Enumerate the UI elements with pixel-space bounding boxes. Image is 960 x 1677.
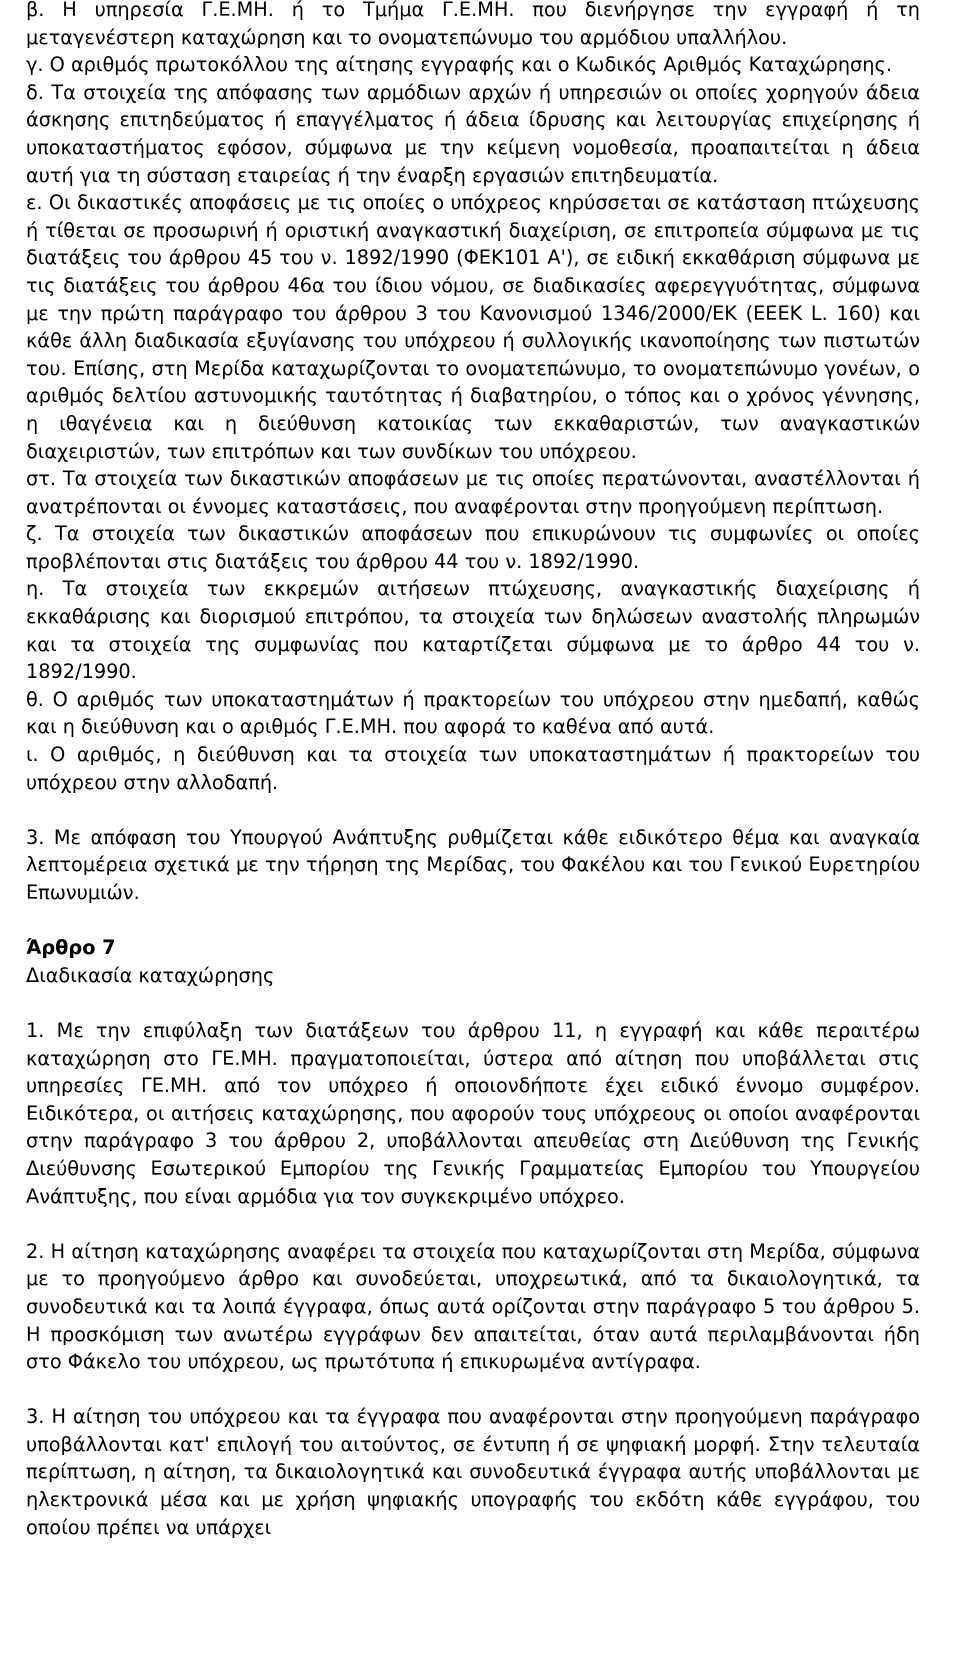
article-number: Άρθρο 7 bbox=[26, 936, 116, 960]
paragraph-gap bbox=[26, 796, 920, 824]
list-item-epsilon: ε. Οι δικαστικές αποφάσεις με τις οποίες ο υπόχρεος κηρύσσεται σε κατάσταση πτώχευσης ή τίθεται σε προσωρινή ή οριστική αναγκαστική διαχείριση, σε επιτροπεία σύμφωνα με τις διατάξεις του άρθρου 45 του ν. 1892/1990 (ΦΕΚ101 Α'), σε ειδική εκκαθάριση σύμφωνα με τις διατάξεις του άρθρου 46α του ίδιου νόμου, σε διαδικασίες αφερεγγυότητας, σύμφωνα με την πρώτη παράγραφο του άρθρου 3 του Κανονισμού 1346/2000/ΕΚ (ΕΕΕΚ L. 160) και κάθε άλλη διαδικασία εξυγίανσης του υπόχρεου ή συλλογικής ικανοποίησης των πιστωτών του. Επίσης, στη Μερίδα καταχωρίζονται το ονοματεπώνυμο, το ονοματεπώνυμο γονέων, ο αριθμός δελτίου αστυνομικής ταυτότητας ή διαβατηρίου, ο τόπος και ο χρόνος γέννησης, η ιθαγένεια και η διεύθυνση κατοικίας των εκκαθαριστών, των αναγκαστικών διαχειριστών, των επιτρόπων και των συνδίκων του υπόχρεου. bbox=[26, 191, 920, 463]
paragraph-gap bbox=[26, 989, 920, 1017]
paragraph-gap bbox=[26, 907, 920, 935]
list-item-iota: ι. Ο αριθμός, η διεύθυνση και τα στοιχεία των υποκαταστημάτων ή πρακτορείων του υπόχρεου στην αλλοδαπή. bbox=[26, 743, 920, 794]
paragraph-3: 3. Με απόφαση του Υπουργού Ανάπτυξης ρυθμίζεται κάθε ειδικότερο θέμα και αναγκαία λεπτομέρεια σχετικά με την τήρηση της Μερίδας, του Φακέλου και του Γενικού Ευρετηρίου Επωνυμιών. bbox=[26, 825, 920, 904]
list-item-eta: η. Τα στοιχεία των εκκρεμών αιτήσεων πτώχευσης, αναγκαστικής διαχείρισης ή εκκαθάρισης και διορισμού επιτρόπου, τα στοιχεία των δηλώσεων αναστολής πληρωμών και τα στοιχεία της συμφωνίας που καταρτίζεται σύμφωνα με το άρθρο 44 του ν. 1892/1990. bbox=[26, 577, 920, 684]
list-item-gamma: γ. Ο αριθμός πρωτοκόλλου της αίτησης εγγραφής και ο Κωδικός Αριθμός Καταχώρησης. bbox=[26, 53, 892, 77]
article-paragraph-2: 2. Η αίτηση καταχώρησης αναφέρει τα στοιχεία που καταχωρίζονται στη Μερίδα, σύμφωνα με το προηγούμενο άρθρο και συνοδεύεται, υποχρεωτικά, από τα δικαιολογητικά, τα συνοδευτικά και τα λοιπά έγγραφα, όπως αυτά ορίζονται στην παράγραφο 5 του άρθρου 5. Η προσκόμιση των ανωτέρω εγγράφων δεν απαιτείται, όταν αυτά περιλαμβάνονται ήδη στο Φάκελο του υπόχρεου, ως πρωτότυπα ή επικυρωμένα αντίγραφα. bbox=[26, 1239, 920, 1374]
list-item-theta: θ. Ο αριθμός των υποκαταστημάτων ή πρακτορείων του υπόχρεου στην ημεδαπή, καθώς και η διεύθυνση και ο αριθμός Γ.Ε.ΜΗ. που αφορά το καθένα από αυτά. bbox=[26, 687, 920, 739]
article-title: Διαδικασία καταχώρησης bbox=[26, 963, 275, 987]
paragraph-gap bbox=[26, 1376, 920, 1404]
paragraph-gap bbox=[26, 1210, 920, 1238]
list-item-stigma: στ. Τα στοιχεία των δικαστικών αποφάσεων με τις οποίες περατώνονται, αναστέλλονται ή ανατρέπονται οι έννομες καταστάσεις, που αναφέρονται στην προηγούμενη περίπτωση. bbox=[26, 467, 920, 518]
article-paragraph-3: 3. Η αίτηση του υπόχρεου και τα έγγραφα που αναφέρονται στην προηγούμενη παράγραφο υποβάλλονται κατ' επιλογή του αιτούντος, σε έντυπη ή σε ψηφιακή μορφή. Στην τελευταία περίπτωση, η αίτηση, τα δικαιολογητικά και συνοδευτικά έγγραφα αυτής υποβάλλονται με ηλεκτρονικά μέσα και με χρήση ψηφιακής υπογραφής του εκδότη κάθε εγγράφου, του οποίου πρέπει να υπάρχει bbox=[26, 1405, 920, 1539]
list-item-delta: δ. Τα στοιχεία της απόφασης των αρμόδιων αρχών ή υπηρεσιών οι οποίες χορηγούν άδεια άσκησης επιτηδεύματος ή επαγγέλματος ή άδεια ίδρυσης και λειτουργίας επιχείρησης ή υποκαταστήματος εφόσον, σύμφωνα με την κείμενη νομοθεσία, προαπαιτείται η άδεια αυτή για τη σύσταση εταιρείας ή την έναρξη εργασιών επιτηδευματία. bbox=[26, 80, 920, 187]
list-item-beta: β. Η υπηρεσία Γ.Ε.ΜΗ. ή το Τμήμα Γ.Ε.ΜΗ. που διενήργησε την εγγραφή ή τη μεταγενέστερη καταχώρηση και το ονοματεπώνυμο του αρμόδιου υπαλλήλου. bbox=[26, 0, 920, 49]
list-item-zeta: ζ. Τα στοιχεία των δικαστικών αποφάσεων που επικυρώνουν τις συμφωνίες οι οποίες προβλέπονται στις διατάξεις του άρθρου 44 του ν. 1892/1990. bbox=[26, 522, 920, 573]
article-paragraph-1: 1. Με την επιφύλαξη των διατάξεων του άρθρου 11, η εγγραφή και κάθε περαιτέρω καταχώρηση στο ΓΕ.ΜΗ. πραγματοποιείται, ύστερα από αίτηση που υποβάλλεται στις υπηρεσίες ΓΕ.ΜΗ. από τον υπόχρεο ή οποιονδήποτε έχει ειδικό έννομο συμφέρον. Ειδικότερα, οι αιτήσεις καταχώρησης, που αφορούν τους υπόχρεους οι οποίοι αναφέρονται στην παράγραφο 3 του άρθρου 2, υποβάλλονται απευθείας στη Διεύθυνση της Γενικής Διεύθυνσης Εσωτερικού Εμπορίου της Γενικής Γραμματείας Εμπορίου του Υπουργείου Ανάπτυξης, που είναι αρμόδια για τον συγκεκριμένο υπόχρεο. bbox=[26, 1018, 920, 1208]
